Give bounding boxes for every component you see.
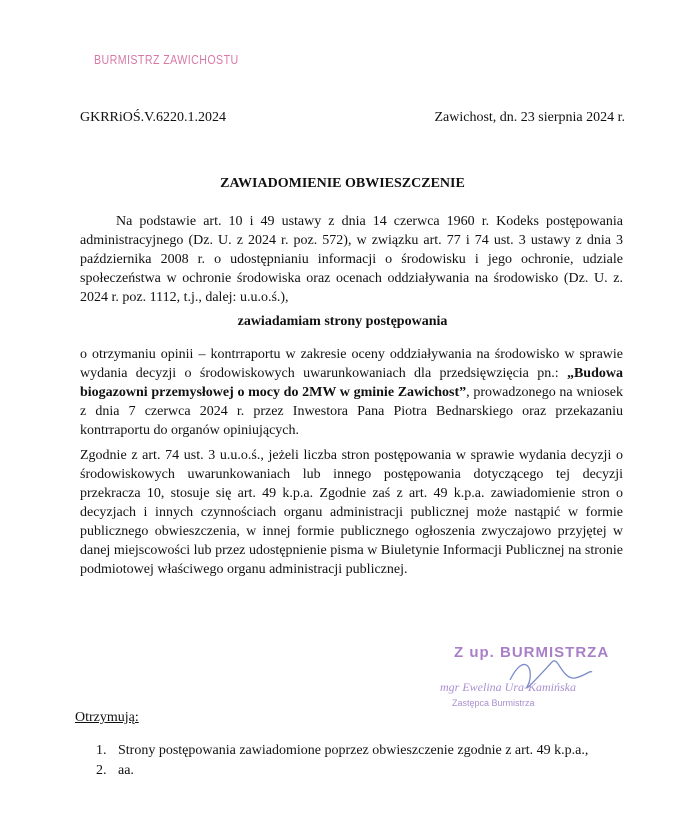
recipients-label: Otrzymują: bbox=[75, 710, 139, 725]
opinion-paragraph bbox=[80, 345, 623, 440]
reference-number: GKRRiOŚ.V.6220.1.2024 bbox=[80, 110, 226, 125]
list-item: 1. Strony postępowania zawiadomione poprzez obwieszczenie zgodnie z art. 49 k.p.a., bbox=[96, 743, 589, 758]
legal-notice-paragraph: Zgodnie z art. 74 ust. 3 u.u.o.ś., jeżeli liczba stron postępowania w sprawie wydania decyzji o środowiskowych uwarunkowaniach lub innego postępowania dotyczącego tej decyzji przekracza 10, stosuje się art. 49 k.p.a. Zgodnie zaś z art. 49 k.p.a. zawiadomienie stron o decyzjach i innych czynnościach organu administracji publicznej może nastąpić w formie publicznego obwieszczenia, w innej formie publicznego ogłoszenia zwyczajowo przyjętej w danej miejscowości lub przez udostępnienie pisma w Biuletynie Informacji Publicznej na stronie podmiotowej właściwego organu administracji publicznej. bbox=[80, 448, 623, 577]
signature-stamp bbox=[440, 640, 630, 720]
letterhead-stamp: BURMISTRZ ZAWICHOSTU bbox=[94, 52, 239, 67]
opinion-text-end: , prowadzonego na wniosek z dnia 7 czerwca 2024 r. przez Inwestora Pana Piotra Bednarskiego oraz przekazaniu kontrraportu do organów opiniujących. bbox=[80, 385, 623, 438]
signature-role: Zastępca Burmistrza bbox=[452, 698, 535, 708]
project-name: „Budowa biogazowni przemysłowej o mocy do 2MW w gminie Zawichost” bbox=[80, 366, 623, 400]
notice-heading: zawiadamiam strony postępowania bbox=[237, 314, 448, 329]
document-title: ZAWIADOMIENIE OBWIESZCZENIE bbox=[220, 176, 465, 191]
opinion-text-start: o otrzymaniu opinii – kontrraportu w zakresie oceny oddziaływania na środowisko w sprawie wydania decyzji o środowiskowych uwarunkowaniach dla przedsięwzięcia pn.: bbox=[80, 347, 623, 381]
list-item: 2. aa. bbox=[96, 763, 134, 778]
document-date: Zawichost, dn. 23 sierpnia 2024 r. bbox=[434, 110, 625, 125]
recipients-list bbox=[96, 741, 588, 781]
signature-authority: Z up. BURMISTRZA bbox=[454, 644, 610, 661]
signature-name: mgr Ewelina Ura-Kamińska bbox=[440, 680, 576, 694]
legal-basis-paragraph: Na podstawie art. 10 i 49 ustawy z dnia 14 czerwca 1960 r. Kodeks postępowania administracyjnego (Dz. U. z 2024 r. poz. 572), w związku art. 77 i 74 ust. 3 ustawy z dnia 3 października 2008 r. o udostępnianiu informacji o środowisku i jego ochronie, udziale społeczeństwa w ochronie środowiska oraz ocenach oddziaływania na środowisko (Dz. U. z. 2024 r. poz. 1112, t.j., dalej: u.u.o.ś.), bbox=[80, 214, 623, 305]
